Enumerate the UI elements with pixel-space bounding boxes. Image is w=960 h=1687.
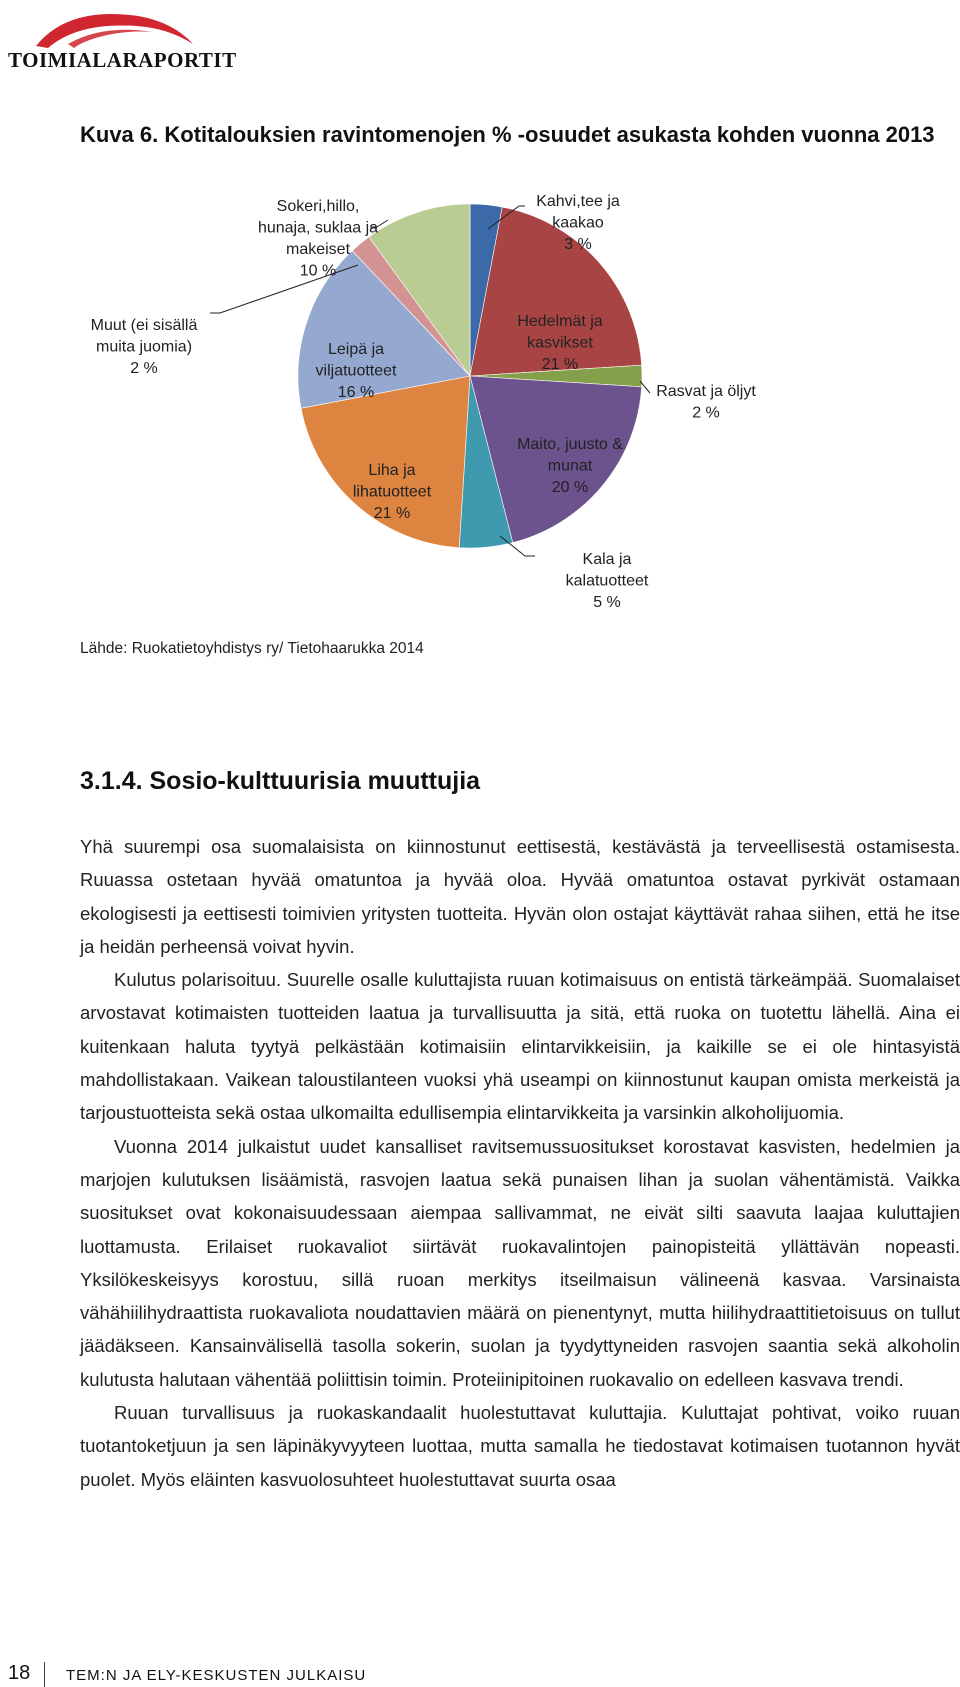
slice-label-line: 2 % — [130, 360, 158, 377]
slice-label-line: viljatuotteet — [315, 362, 397, 380]
paragraph: Vuonna 2014 julkaistut uudet kansalliset ravitsemussuositukset korostavat kasvisten, hedelmien ja marjojen kulutuksen lisäämistä, rasvojen laatua sekä punaisen lihan ja suolan vähentämistä. Vaikka suositukset ovat kokonaisuudessaan aiempaa sallivammat, ne eivät silti saavuta laajaa kuluttajien luottamusta. Erilaiset ruokavaliot siirtävät ruokavalintojen painopisteitä yllättävän nopeasti. Yksilökeskeisyys korostuu, sillä ruoan merkitys itseilmaisun välineenä kasvaa. Varsinaista vähähiilihydraattista ruokavaliota noudattavien määrä on pienentynyt, mutta hiilihydraattitietoisuus on tullut jäädäkseen. Kansainvälisellä tasolla sokerin, suolan ja tyydyttyneiden rasvojen saantia sekä alkoholin kulutusta halutaan vähentää poliittisin toimin. Proteiinipitoinen ruokavalio on edelleen kasvava trendi. — [80, 1135, 960, 1390]
slice-label-line: 20 % — [551, 479, 589, 496]
paragraph: Ruuan turvallisuus ja ruokaskandaalit huolestuttavat kuluttajia. Kuluttajat pohtivat, voiko ruuan tuotantoketjuun ja sen läpinäkyvyyteen luottaa, mutta samalla he tiedostavat kotimaisen tuotannon hyvät puolet. Myös eläinten kasvuolosuhteet huolestuttavat suurta osaa — [80, 1402, 960, 1490]
slice-label-line: muita juomia) — [95, 338, 193, 356]
slice-label-line: 3 % — [564, 236, 592, 253]
figure-title: Kuva 6. Kotitalouksien ravintomenojen % -osuudet asukasta kohden vuonna 2013 — [80, 122, 935, 147]
logo-text: TOIMIALARAPORTIT — [8, 48, 237, 72]
slice-label-line: 16 % — [337, 384, 375, 401]
figure-source: Lähde: Ruokatietoyhdistys ry/ Tietohaarukka 2014 — [80, 640, 424, 657]
slice-label-line: makeiset — [285, 241, 351, 258]
page-number: 18 — [8, 1662, 31, 1684]
slice-label-line: 2 % — [692, 404, 720, 422]
slice-label-line: Maito, juusto & — [517, 436, 623, 453]
slice-label — [566, 551, 649, 611]
page-footer — [0, 1662, 960, 1687]
slice-label-line: kalatuotteet — [565, 572, 649, 590]
slice-label-line: Hedelmät ja — [517, 313, 603, 330]
slice-label-line: lihatuotteet — [352, 483, 432, 501]
slice-label-line: hunaja, suklaa ja — [257, 219, 379, 237]
slice-label-line: kaakao — [552, 214, 604, 232]
paragraph: Kulutus polarisoituu. Suurelle osalle kuluttajista ruuan kotimaisuus on entistä tärkeämpää. Suomalaiset arvostavat kotimaisten tuotteiden laatua ja turvallisuutta ja sitä, että ruoka on tuotettu lähellä. Aina ei kuitenkaan haluta tyytyä pelkästään kotimaisiin elintarvikkeisiin, ja kaikille se ei ole hintasyistä mahdollistakaan. Vaikean taloustilanteen vuoksi yhä useampi on kiinnostunut kaupan omista merkeistä ja tarjoustuotteista sekä ostaa ulkomailta edullisempia elintarvikkeita ja varsinkin alkoholijuomia. — [80, 969, 960, 1124]
slice-label — [91, 317, 198, 377]
paragraph: Yhä suurempi osa suomalaisista on kiinnostunut eettisestä, kestävästä ja terveellisestä ostamisesta. Ruuassa ostetaan hyvää omatuntoa ja hyvää oloa. Hyvää omatuntoa ostavat pyrkivät ostamaan ekologisesti ja eettisesti toimivien yritysten tuotteita. Hyvän olon ostajat käyttävät rahaa siihen, että he itse ja heidän perheensä voivat hyvin. — [80, 836, 960, 957]
slice-label-line: munat — [547, 457, 593, 475]
body-text — [80, 830, 960, 1496]
slice-label-line: Muut (ei sisällä — [90, 317, 198, 334]
section-heading: 3.1.4. Sosio-kulttuurisia muuttujia — [80, 767, 481, 795]
slice-label-line: 10 % — [299, 262, 337, 280]
slice-label-line: kasvikset — [527, 334, 593, 352]
publication-name: TEM:N JA ELY-KESKUSTEN JULKAISU — [66, 1667, 367, 1684]
slice-label-line: 5 % — [593, 594, 621, 611]
pie-chart — [0, 180, 960, 640]
slice-label-line: 21 % — [373, 505, 411, 522]
slice-label-line: Kahvi,tee ja — [536, 193, 620, 210]
slice-label-line: Rasvat ja öljyt — [656, 383, 756, 400]
slice-label — [656, 383, 756, 422]
slice-label-line: Liha ja — [368, 462, 416, 479]
slice-label-line: Sokeri,hillo, — [276, 198, 360, 215]
slice-label-line: Kala ja — [582, 551, 632, 568]
footer-divider — [44, 1662, 45, 1687]
slice-label-line: Leipä ja — [327, 341, 385, 358]
slice-label-line: 21 % — [541, 356, 579, 373]
